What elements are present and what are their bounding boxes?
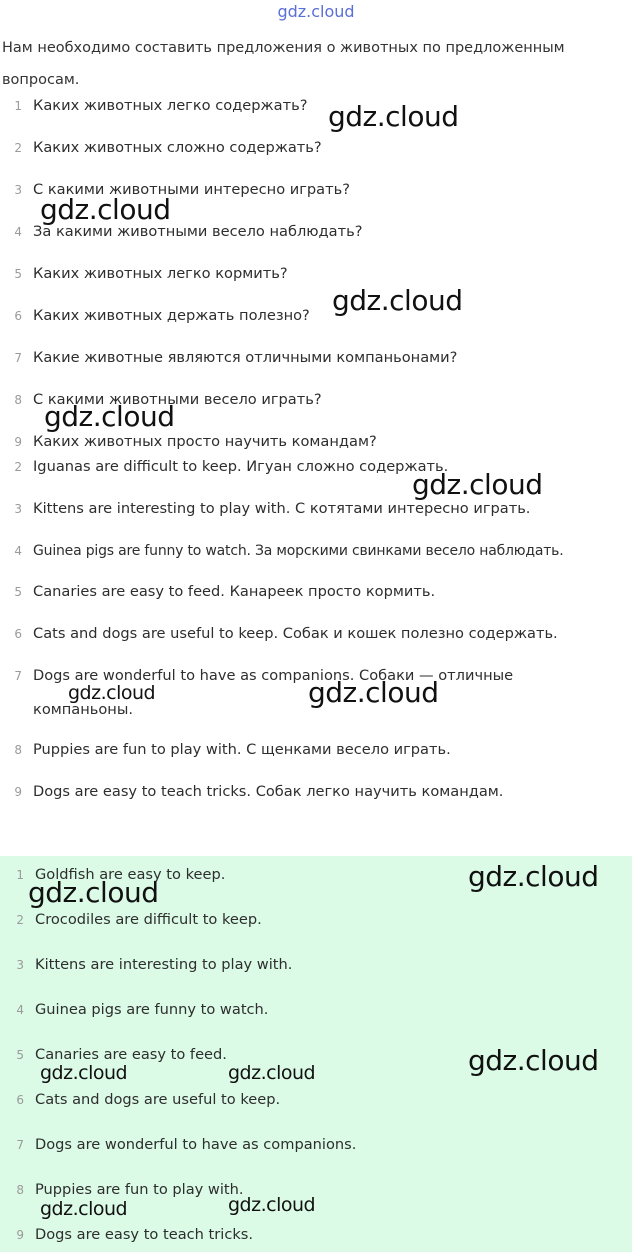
watermark: gdz.cloud	[40, 1198, 128, 1220]
final-answer-number: 2	[16, 913, 24, 927]
question-number: 6	[14, 309, 22, 323]
final-answer-number: 6	[16, 1093, 24, 1107]
answer-item	[0, 542, 632, 559]
final-answer-number: 9	[16, 1228, 24, 1242]
question-text: Каких животных легко содержать?	[33, 97, 308, 114]
watermark: gdz.cloud	[44, 400, 175, 433]
intro-text: Нам необходимо составить предложения о животных по предложенным вопросам.	[2, 40, 565, 88]
question-text: С какими животными интересно играть?	[33, 181, 350, 198]
question-text: Каких животных держать полезно?	[33, 307, 310, 324]
answer-item	[0, 583, 632, 600]
watermark: gdz.cloud	[68, 682, 156, 704]
answer-number: 3	[14, 502, 22, 516]
final-answer-text: Kittens are interesting to play with.	[35, 956, 293, 973]
final-answer-item	[0, 1001, 632, 1018]
watermark: gdz.cloud	[40, 1062, 128, 1084]
question-number: 9	[14, 435, 22, 449]
question-item	[0, 265, 632, 282]
answer-number: 4	[14, 544, 22, 558]
watermark: gdz.cloud	[468, 860, 599, 893]
final-answer-number: 1	[16, 868, 24, 882]
question-number: 1	[14, 99, 22, 113]
final-answer-item	[0, 1181, 632, 1198]
watermark: gdz.cloud	[28, 876, 159, 909]
question-item	[0, 433, 632, 450]
final-answer-text: Dogs are easy to teach tricks.	[35, 1226, 254, 1243]
question-text: С какими животными весело играть?	[33, 391, 322, 408]
answer-text: Puppies are fun to play with. С щенками весело играть.	[33, 741, 451, 758]
final-answer-item	[0, 1226, 632, 1243]
final-answer-number: 7	[16, 1138, 24, 1152]
answer-text: Canaries are easy to feed. Канареек просто кормить.	[33, 583, 436, 600]
final-answer-text: Dogs are wonderful to have as companions.	[35, 1136, 357, 1153]
watermark: gdz.cloud	[228, 1194, 316, 1216]
answer-text: Dogs are easy to teach tricks. Собак легко научить командам.	[33, 783, 504, 800]
watermark: gdz.cloud	[332, 284, 463, 317]
answer-text: Dogs are wonderful to have as companions. Собаки — отличные	[33, 667, 514, 684]
question-number: 5	[14, 267, 22, 281]
watermark: gdz.cloud	[40, 193, 171, 226]
header-watermark: gdz.cloud	[277, 2, 355, 21]
answer-item	[0, 625, 632, 642]
answer-text: Iguanas are difficult to keep. Игуан сложно содержать.	[33, 458, 449, 475]
question-text: Каких животных легко кормить?	[33, 265, 288, 282]
answer-text: Guinea pigs are funny to watch. За морскими свинками весело наблюдать.	[33, 543, 564, 559]
final-answer-item	[0, 1136, 632, 1153]
answer-number: 7	[14, 669, 22, 683]
final-answer-item	[0, 956, 632, 973]
answer-item	[0, 500, 632, 517]
final-answer-text: Cats and dogs are useful to keep.	[35, 1091, 281, 1108]
final-answer-text: Guinea pigs are funny to watch.	[35, 1001, 269, 1018]
final-answer-text: Canaries are easy to feed.	[35, 1046, 227, 1063]
final-answer-number: 4	[16, 1003, 24, 1017]
question-number: 3	[14, 183, 22, 197]
watermark: gdz.cloud	[228, 1062, 316, 1084]
question-item	[0, 307, 632, 324]
final-answer-number: 5	[16, 1048, 24, 1062]
question-number: 7	[14, 351, 22, 365]
answer-text: компаньоны.	[33, 701, 134, 718]
answer-text: Cats and dogs are useful to keep. Собак и кошек полезно содержать.	[33, 625, 558, 642]
question-text: Каких животных сложно содержать?	[33, 139, 322, 156]
answer-text: Kittens are interesting to play with. С котятами интересно играть.	[33, 500, 531, 517]
answer-number: 8	[14, 743, 22, 757]
answer-number: 2	[14, 460, 22, 474]
final-answer-text: Crocodiles are difficult to keep.	[35, 911, 262, 928]
final-answer-number: 8	[16, 1183, 24, 1197]
question-number: 8	[14, 393, 22, 407]
answer-number: 9	[14, 785, 22, 799]
final-answer-item	[0, 911, 632, 928]
question-number: 4	[14, 225, 22, 239]
watermark: gdz.cloud	[412, 468, 543, 501]
question-item	[0, 139, 632, 156]
final-answer-item	[0, 1091, 632, 1108]
question-text: Каких животных просто научить командам?	[33, 433, 377, 450]
answer-number: 6	[14, 627, 22, 641]
watermark: gdz.cloud	[308, 676, 439, 709]
watermark: gdz.cloud	[468, 1044, 599, 1077]
question-item	[0, 97, 632, 114]
question-number: 2	[14, 141, 22, 155]
final-answer-text: Goldfish are easy to keep.	[35, 866, 226, 883]
question-text: За какими животными весело наблюдать?	[33, 223, 363, 240]
question-item	[0, 349, 632, 366]
answer-item	[0, 783, 632, 800]
final-answer-number: 3	[16, 958, 24, 972]
question-text: Какие животные являются отличными компаньонами?	[33, 349, 458, 366]
answer-item	[0, 741, 632, 758]
watermark: gdz.cloud	[328, 100, 459, 133]
answer-number: 5	[14, 585, 22, 599]
final-answer-text: Puppies are fun to play with.	[35, 1181, 244, 1198]
